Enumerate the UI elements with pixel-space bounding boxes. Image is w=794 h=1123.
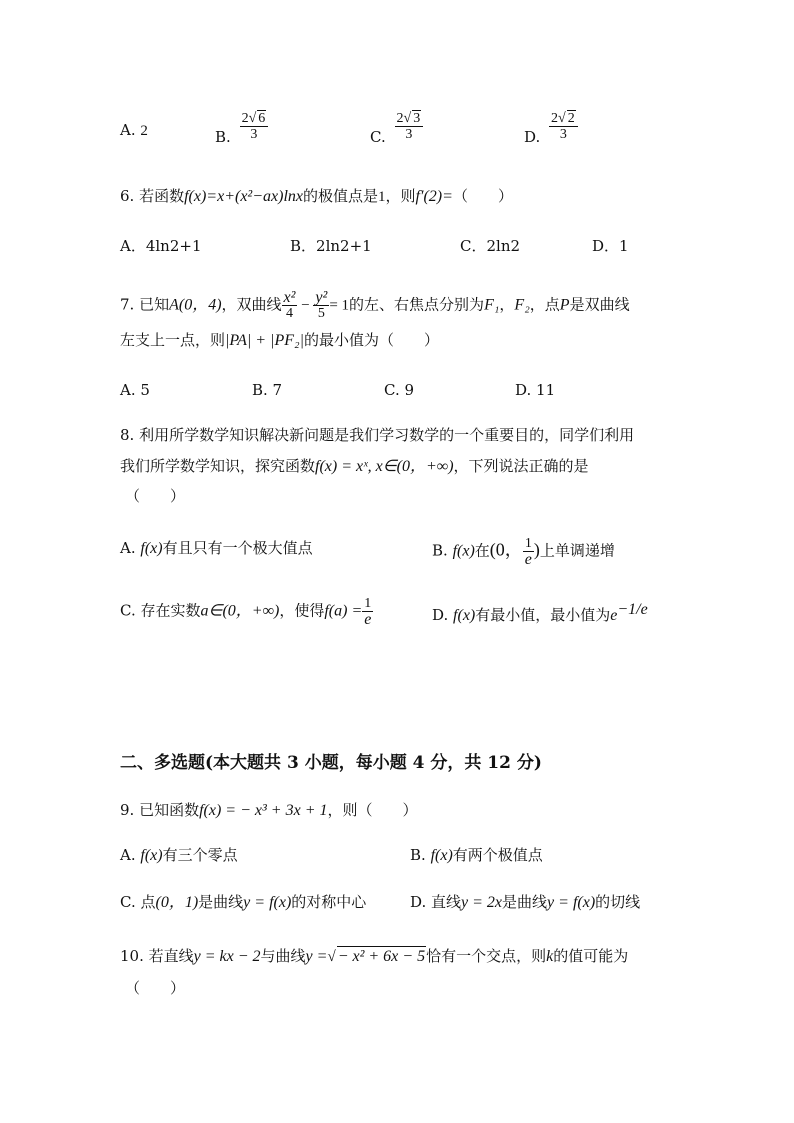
q7-option-b: B. 7: [252, 381, 283, 399]
q7-option-c: C. 9: [384, 381, 415, 399]
q8-option-a: A. f(x)有且只有一个极大值点: [120, 539, 313, 557]
q9-option-a: A. f(x)有三个零点: [120, 846, 238, 864]
q6-option-c: C．2ln2: [460, 237, 521, 255]
q7-hyperbola-term1: $\frac{\text{x²}}{4}$: [283, 289, 296, 321]
q9-option-b: B. f(x)有两个极值点: [410, 846, 543, 864]
q8-option-d: D. f(x)有最小值，最小值为$e^{-1/e}$: [432, 601, 648, 624]
q7-option-a: A. 5: [120, 381, 150, 399]
q7-stem-line1: 7. 已知A(0，4)，双曲线 $\frac{\text{x²}}{4}$ − $\frac{\text{y²}}{5}$ = 1的左、右焦点分别为F₁，F₂，点P是双曲线: [120, 289, 630, 321]
q10-blank: （ ）: [125, 979, 186, 997]
q6-option-a: A．4ln2+1: [120, 237, 202, 255]
q7-hyperbola-term2: $\frac{\text{y²}}{5}$: [315, 289, 328, 321]
q8-blank: （ ）: [125, 487, 186, 505]
section2-heading: 二、多选题(本大题共 3 小题，每小题 4 分，共 12 分): [120, 753, 542, 773]
q6-stem: 6. 若函数f(x)=x+(x²−ax)lnx的极值点是1，则f′(2)=（ ）: [120, 187, 513, 205]
q5-option-c: C. $\frac{2√ 3}{3}$: [370, 110, 423, 147]
q8-stem-line2: 我们所学数学知识，探究函数f(x) = xˣ, x∈(0，+∞)，下列说法正确的是: [120, 457, 589, 475]
q7-stem-line2: 左支上一点，则|PA| + |PF₂|的最小值为（ ）: [120, 331, 440, 349]
q5-option-b: B. $\frac{2√ 6}{3}$: [215, 110, 268, 147]
q10-stem: 10. 若直线y = kx − 2与曲线y =√ − x² + 6x − 5恰有一个交点，则k的值可能为: [120, 947, 629, 965]
q9-option-d: D. 直线y = 2x是曲线y = f(x)的切线: [410, 893, 641, 911]
q9-stem: 9. 已知函数f(x) = − x³ + 3x + 1，则（ ）: [120, 801, 418, 819]
q8-stem-line1: 8. 利用所学数学知识解决新问题是我们学习数学的一个重要目的，同学们利用: [120, 426, 635, 444]
q5-option-d: D. $\frac{2√ 2}{3}$: [524, 110, 578, 147]
q9-option-c: C. 点(0，1)是曲线y = f(x)的对称中心: [120, 893, 367, 911]
q5-option-a: A. 2: [120, 121, 148, 139]
q6-option-b: B．2ln2+1: [290, 237, 372, 255]
q7-option-d: D. 11: [515, 381, 556, 399]
q6-option-d: D．1: [592, 237, 629, 255]
q8-option-b: B. f(x)在(0， $\frac{1}{e}$ )上单调递增: [432, 536, 615, 568]
q8-option-c: C. 存在实数a∈(0，+∞)，使得f(a) = $\frac{1}{e}$: [120, 596, 372, 628]
